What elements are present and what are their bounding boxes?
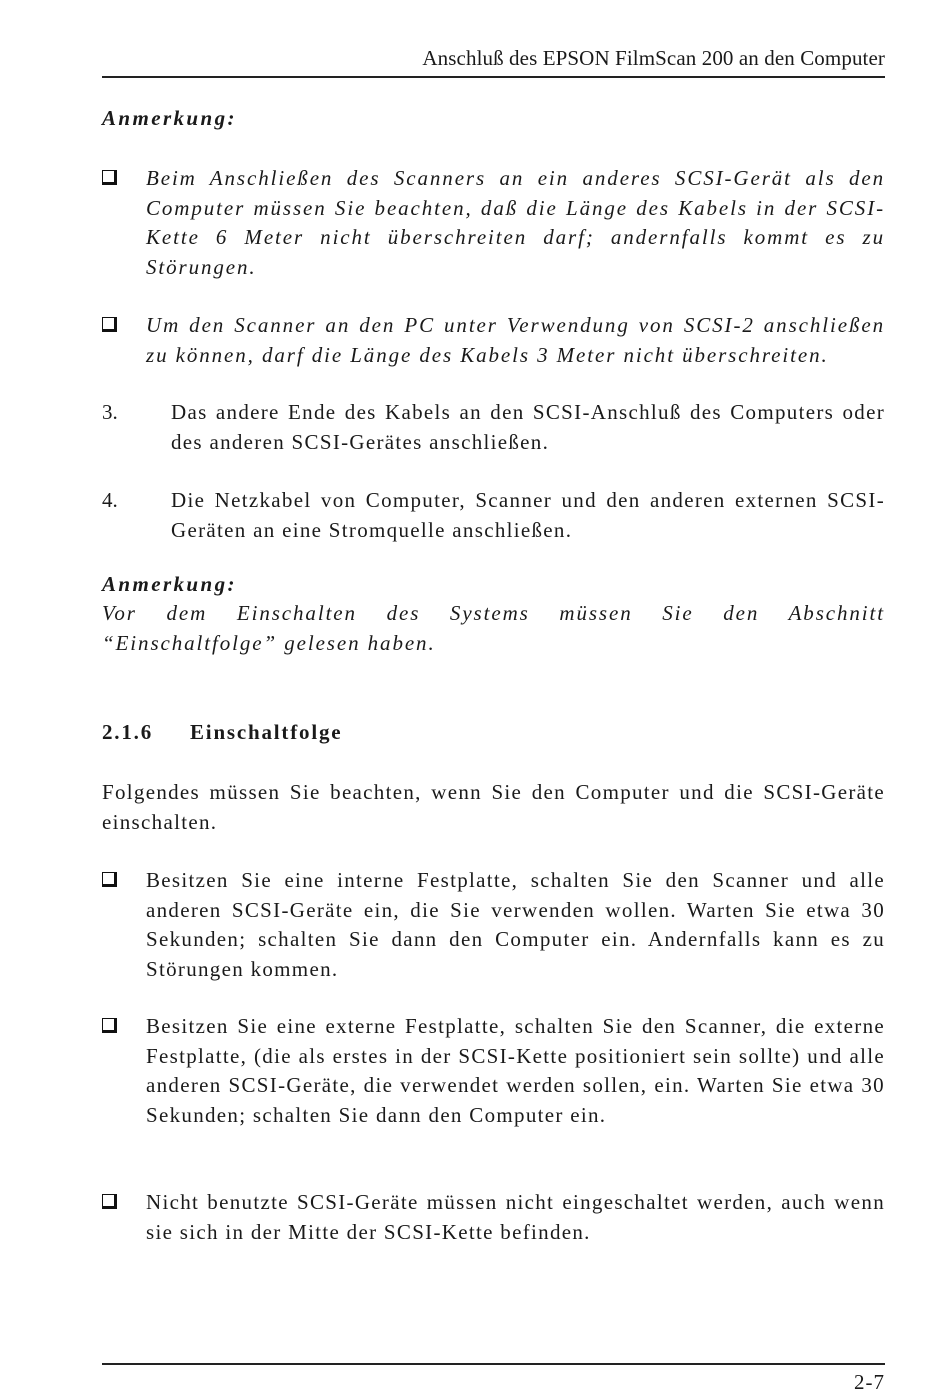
section-title: Einschaltfolge xyxy=(190,720,343,744)
running-header: Anschluß des EPSON FilmScan 200 an den Computer xyxy=(422,46,885,70)
checkbox-bullet-icon xyxy=(102,872,117,887)
step-number: 4. xyxy=(102,488,118,512)
page-number: 2-7 xyxy=(854,1370,885,1394)
checkbox-bullet-icon xyxy=(102,170,117,185)
note-bullet-item xyxy=(102,311,885,370)
note-bullet-text: Um den Scanner an den PC unter Verwendung von SCSI-2 anschließen zu können, darf die Länge des Kabels 3 Meter nicht überschreiten. xyxy=(146,313,885,367)
footer-rule xyxy=(102,1363,885,1365)
step-text: Die Netzkabel von Computer, Scanner und den anderen externen SCSI-Geräten an eine Stromquelle anschließen. xyxy=(171,488,885,542)
checkbox-bullet-icon xyxy=(102,1194,117,1209)
note-bullet-text: Beim Anschließen des Scanners an ein anderes SCSI-Gerät als den Computer müssen Sie beachten, daß die Länge des Kabels in der SCSI-Kette 6 Meter nicht überschreiten darf; andernfalls kommt es zu Störungen. xyxy=(146,166,885,279)
checkbox-bullet-icon xyxy=(102,1018,117,1033)
step-number: 3. xyxy=(102,400,118,424)
section-heading xyxy=(102,720,885,745)
step-text: Das andere Ende des Kabels an den SCSI-Anschluß des Computers oder des anderen SCSI-Gerätes anschließen. xyxy=(171,400,885,454)
note-text: Vor dem Einschalten des Systems müssen Sie den Abschnitt “Einschaltfolge” gelesen haben. xyxy=(102,601,885,655)
section-bullet-text: Besitzen Sie eine externe Festplatte, schalten Sie den Scanner, die externe Festplatte, (die als erstes in der SCSI-Kette positioniert sein sollte) und alle anderen SCSI-Geräte, die verwendet werden sollen, ein. Warten Sie etwa 30 Sekunden; schalten Sie dann den Computer ein. xyxy=(146,1014,885,1127)
section-intro: Folgendes müssen Sie beachten, wenn Sie den Computer und die SCSI-Geräte einschalten. xyxy=(102,780,885,834)
section-bullet-item xyxy=(102,866,885,984)
header-rule xyxy=(102,76,885,78)
section-bullet-text: Nicht benutzte SCSI-Geräte müssen nicht eingeschaltet werden, auch wenn sie sich in der Mitte der SCSI-Kette befinden. xyxy=(146,1190,885,1244)
note-label-text: Anmerkung: xyxy=(102,572,237,596)
section-bullet-text: Besitzen Sie eine interne Festplatte, schalten Sie den Scanner und alle anderen SCSI-Geräte ein, die Sie verwenden wollen. Warten Sie etwa 30 Sekunden; schalten Sie dann den Computer ein. Andernfalls kann es zu Störungen kommen. xyxy=(146,868,885,981)
section-bullet-item xyxy=(102,1188,885,1247)
note-bullet-item xyxy=(102,164,885,282)
note-label-text: Anmerkung: xyxy=(102,106,237,130)
section-number: 2.1.6 xyxy=(102,720,153,744)
note-block xyxy=(102,572,885,658)
note-label xyxy=(102,106,885,131)
numbered-step xyxy=(102,398,885,457)
section-bullet-item xyxy=(102,1012,885,1130)
numbered-step xyxy=(102,486,885,545)
checkbox-bullet-icon xyxy=(102,317,117,332)
